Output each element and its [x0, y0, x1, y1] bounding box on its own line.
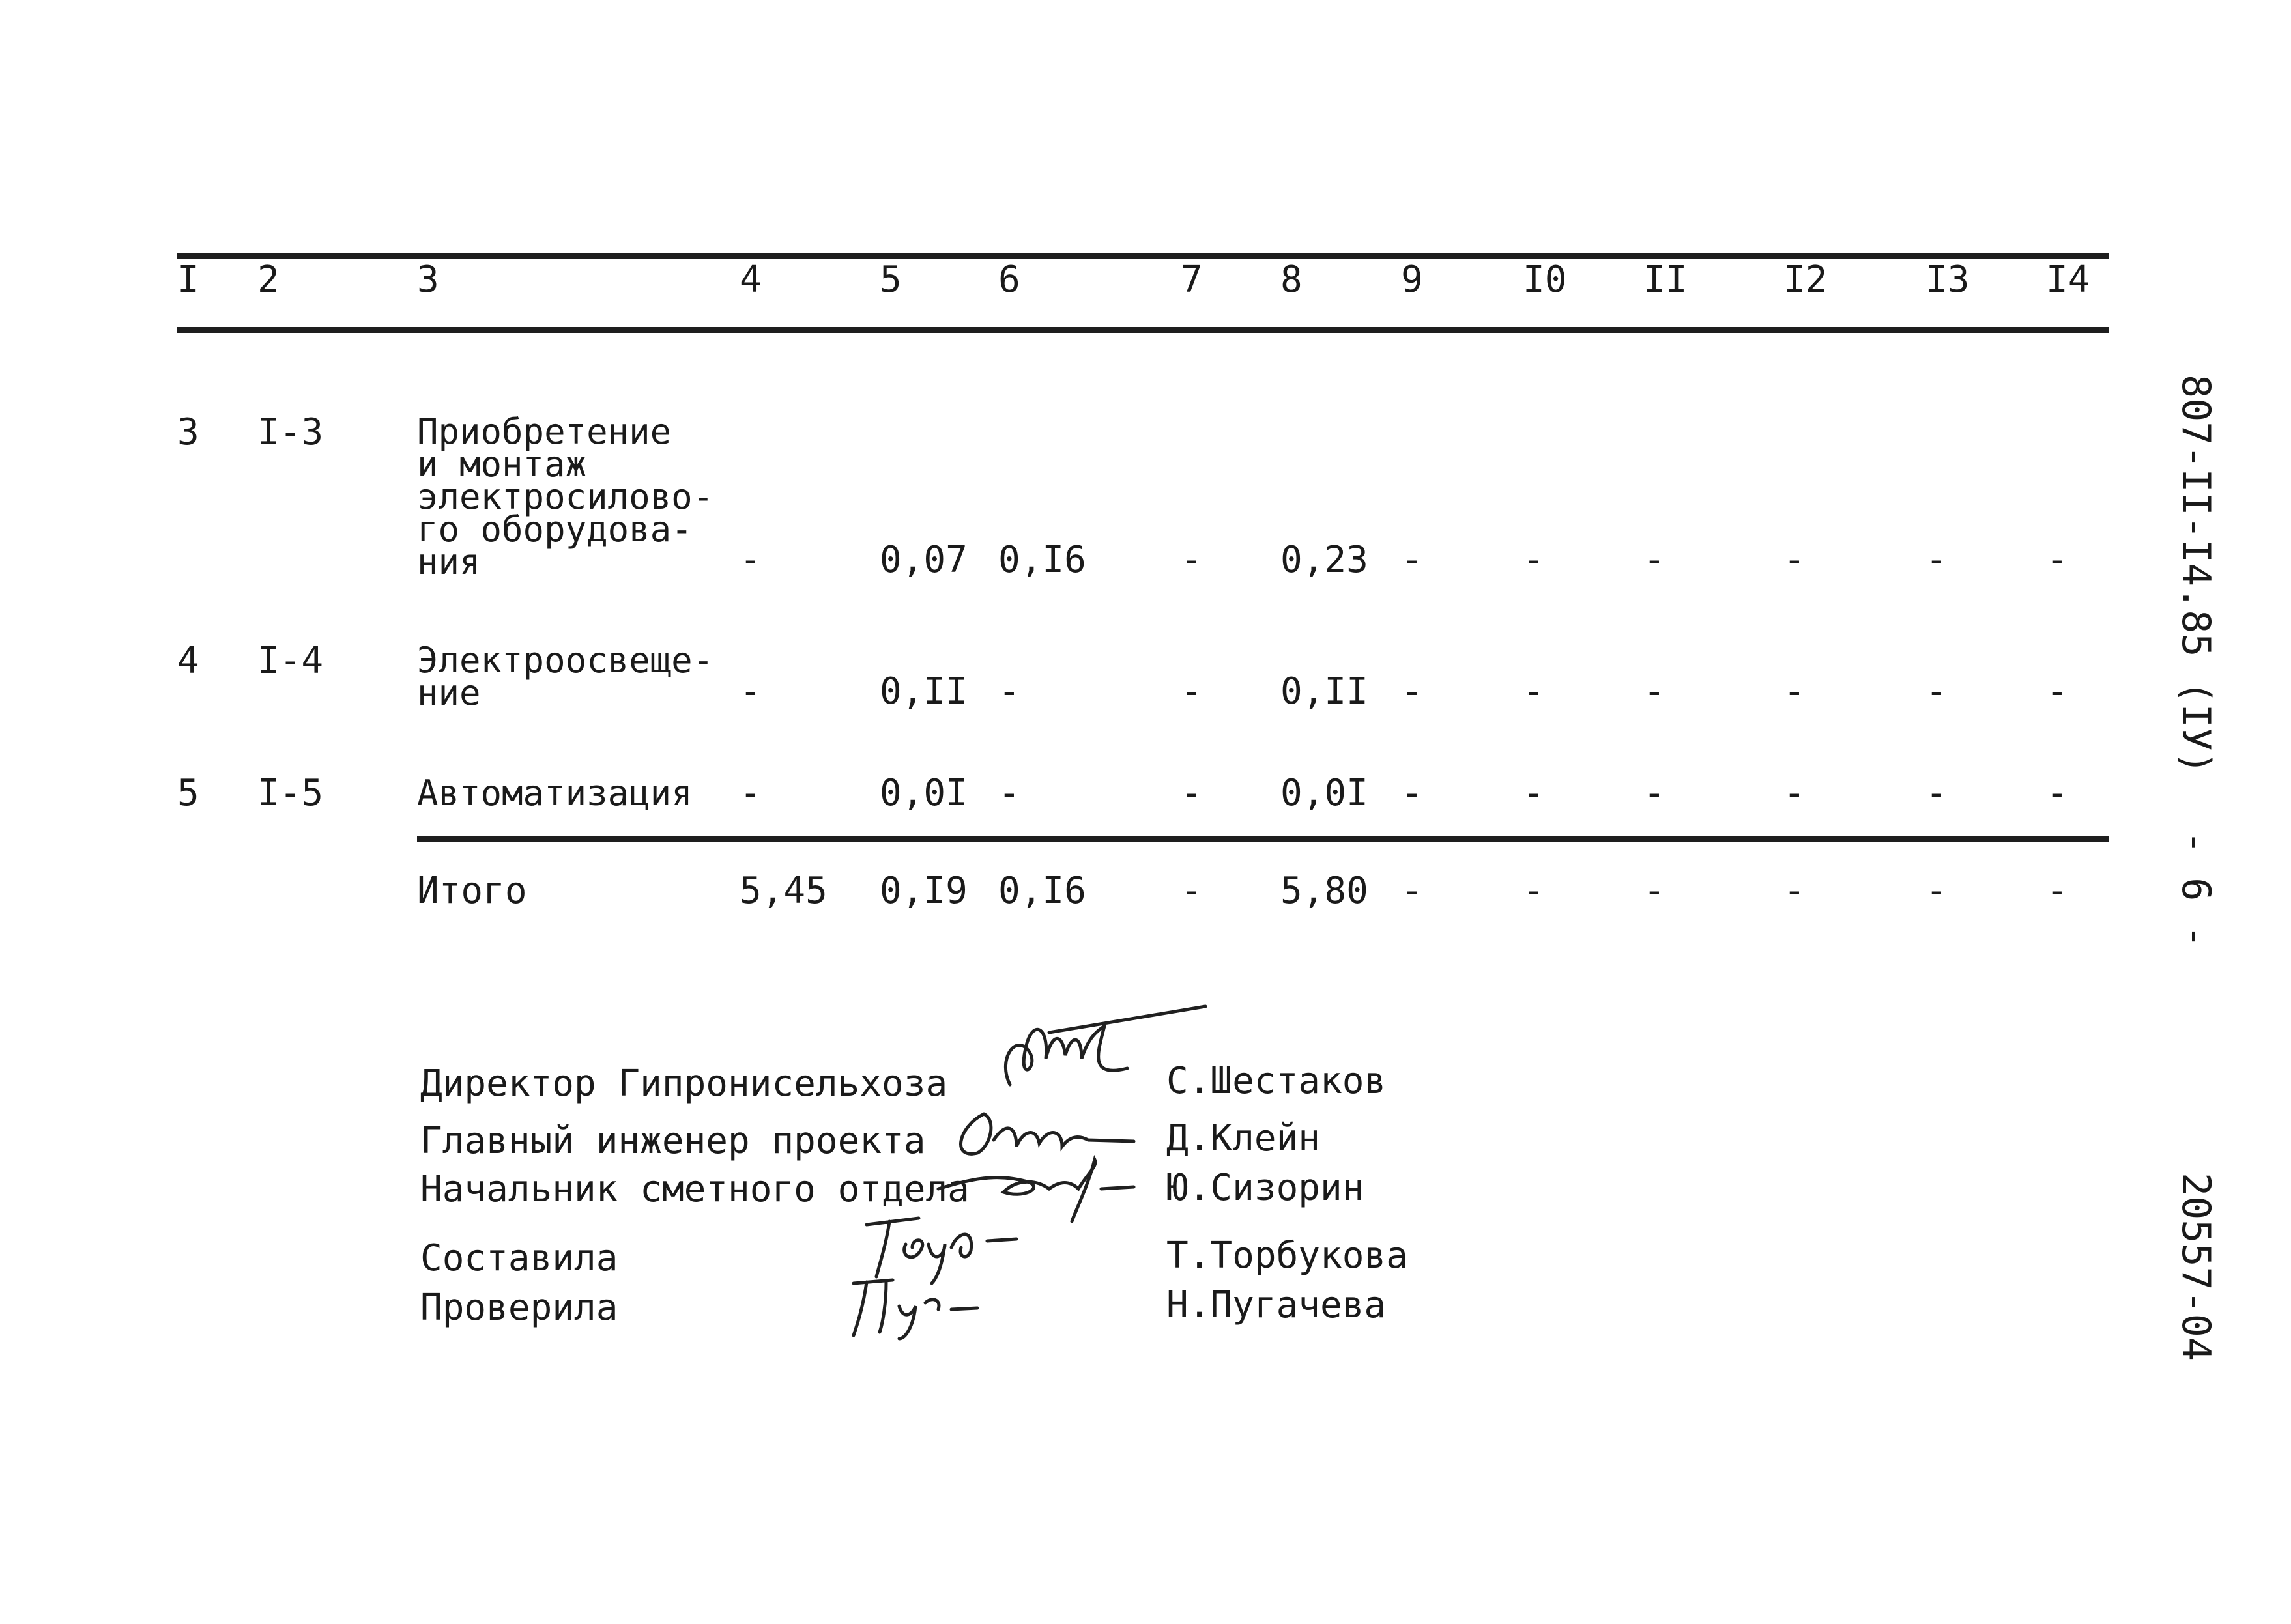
- total-rule: [417, 836, 2109, 842]
- total-value-col-13: -: [1925, 870, 1948, 912]
- signature-name: Н.Пугачева: [1166, 1284, 1387, 1326]
- row-value-col-14: -: [2046, 670, 2068, 713]
- header-col-8: 8: [1280, 259, 1303, 301]
- header-bottom-rule: [177, 327, 2109, 333]
- row-value-col-10: -: [1523, 670, 1545, 713]
- signature-position: Проверила: [420, 1287, 618, 1329]
- row-value-col-13: -: [1925, 670, 1948, 713]
- row-value-col-10: -: [1523, 772, 1545, 814]
- header-col-9: 9: [1401, 259, 1423, 301]
- signature-position: Главный инженер проекта: [420, 1120, 926, 1162]
- row-value-col-7: -: [1181, 670, 1203, 713]
- row-value-col-4: -: [740, 539, 762, 581]
- row-value-col-4: -: [740, 670, 762, 713]
- row-value-col-12: -: [1783, 539, 1806, 581]
- total-value-col-12: -: [1783, 870, 1806, 912]
- row-value-col-11: -: [1643, 539, 1665, 581]
- row-value-col-6: 0,I6: [998, 539, 1086, 581]
- header-col-10: I0: [1523, 259, 1567, 301]
- header-col-2: 2: [257, 259, 280, 301]
- row-value-col-4: -: [740, 772, 762, 814]
- side-archive-number: 20557-04: [2173, 1173, 2219, 1361]
- row-value-col-11: -: [1643, 772, 1665, 814]
- total-value-col-4: 5,45: [740, 870, 828, 912]
- total-value-col-7: -: [1181, 870, 1203, 912]
- total-value-col-6: 0,I6: [998, 870, 1086, 912]
- total-value-col-8: 5,80: [1280, 870, 1368, 912]
- row-value-col-7: -: [1181, 772, 1203, 814]
- row-description: Приобретение и монтаж электросилово- го оборудова- ния: [417, 411, 714, 582]
- row-value-col-8: 0,0I: [1280, 772, 1368, 814]
- header-col-5: 5: [880, 259, 902, 301]
- row-value-col-13: -: [1925, 539, 1948, 581]
- row-description: Электроосвеще- ние: [417, 640, 714, 713]
- row-value-col-14: -: [2046, 772, 2068, 814]
- row-value-col-14: -: [2046, 539, 2068, 581]
- row-value-col-5: 0,II: [880, 670, 968, 713]
- row-value-col-8: 0,23: [1280, 539, 1368, 581]
- row-value-col-13: -: [1925, 772, 1948, 814]
- row-value-col-12: -: [1783, 772, 1806, 814]
- row-value-col-9: -: [1401, 539, 1423, 581]
- signature-name: С.Шестаков: [1166, 1060, 1387, 1102]
- header-col-4: 4: [740, 259, 762, 301]
- row-number: 4: [177, 640, 199, 682]
- row-code: I-3: [257, 411, 324, 453]
- total-value-col-10: -: [1523, 870, 1545, 912]
- total-value-col-9: -: [1401, 870, 1423, 912]
- handwritten-signature-director: [990, 1006, 1212, 1107]
- row-value-col-5: 0,07: [880, 539, 968, 581]
- row-value-col-9: -: [1401, 670, 1423, 713]
- total-value-col-14: -: [2046, 870, 2068, 912]
- header-col-3: 3: [417, 259, 439, 301]
- header-col-12: I2: [1783, 259, 1828, 301]
- signature-name: Ю.Сизорин: [1166, 1167, 1364, 1209]
- header-col-1: I: [177, 259, 199, 301]
- header-col-11: II: [1643, 259, 1688, 301]
- row-value-col-10: -: [1523, 539, 1545, 581]
- side-document-code: 807-II-I4.85 (IУ): [2173, 375, 2219, 775]
- row-value-col-9: -: [1401, 772, 1423, 814]
- total-value-col-11: -: [1643, 870, 1665, 912]
- row-value-col-6: -: [998, 772, 1020, 814]
- row-value-col-11: -: [1643, 670, 1665, 713]
- row-code: I-4: [257, 640, 324, 682]
- total-value-col-5: 0,I9: [880, 870, 968, 912]
- signature-position: Директор Гипронисельхоза: [420, 1062, 948, 1105]
- signature-name: Т.Торбукова: [1166, 1234, 1408, 1277]
- row-value-col-7: -: [1181, 539, 1203, 581]
- row-number: 3: [177, 411, 199, 453]
- header-col-13: I3: [1925, 259, 1970, 301]
- header-col-6: 6: [998, 259, 1020, 301]
- row-value-col-6: -: [998, 670, 1020, 713]
- signature-position: Начальник сметного отдела: [420, 1168, 970, 1210]
- signature-name: Д.Клейн: [1166, 1117, 1321, 1160]
- row-value-col-8: 0,II: [1280, 670, 1368, 713]
- header-col-14: I4: [2046, 259, 2090, 301]
- row-description: Автоматизация: [417, 773, 693, 814]
- table-top-rule: [177, 253, 2109, 259]
- row-number: 5: [177, 772, 199, 814]
- side-page-number: - 6 -: [2173, 831, 2219, 948]
- handwritten-signature-checker: [841, 1270, 984, 1345]
- row-code: I-5: [257, 772, 324, 814]
- row-value-col-12: -: [1783, 670, 1806, 713]
- header-col-7: 7: [1181, 259, 1203, 301]
- signature-position: Составила: [420, 1237, 618, 1279]
- total-label: Итого: [417, 870, 527, 912]
- row-value-col-5: 0,0I: [880, 772, 968, 814]
